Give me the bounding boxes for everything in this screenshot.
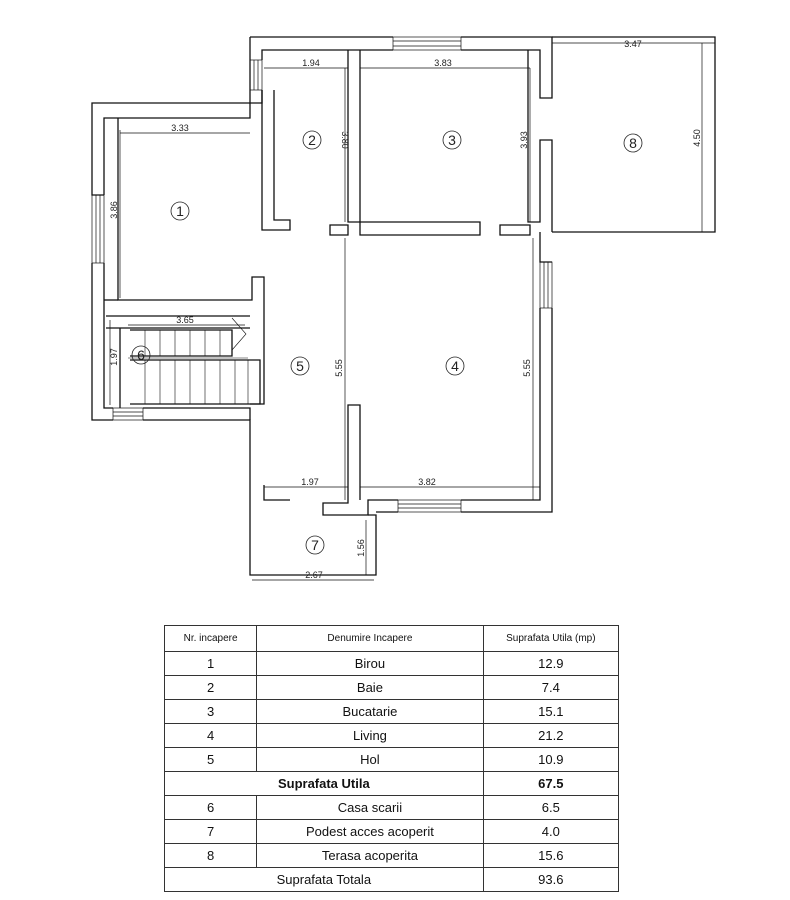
row-area: 6.5 [483,796,618,820]
header-nr: Nr. incapere [165,626,257,652]
subtotal-row [165,772,619,796]
row-area: 15.6 [483,844,618,868]
dim-r3-height: 3.93 [519,131,529,149]
dim-r7-width: 2.67 [305,570,323,580]
row-nr: 3 [165,700,257,724]
row-name: Birou [257,652,483,676]
dim-r5-height: 5.55 [334,359,344,377]
row-name: Hol [257,748,483,772]
row-nr: 1 [165,652,257,676]
row-nr: 6 [165,796,257,820]
stair-treads [128,318,248,404]
row-nr: 8 [165,844,257,868]
table-row [165,844,619,868]
row-area: 4.0 [483,820,618,844]
row-area: 10.9 [483,748,618,772]
room-number-2: 2 [308,132,316,148]
row-area: 7.4 [483,676,618,700]
room-number-7: 7 [311,537,319,553]
dim-r4-height: 5.55 [522,359,532,377]
total-area: 93.6 [483,868,618,892]
dim-r6-height: 1.97 [109,348,119,366]
room-number-5: 5 [296,358,304,374]
room-number-4: 4 [451,358,459,374]
subtotal-area: 67.5 [483,772,618,796]
dim-r3-width: 3.83 [434,58,452,68]
subtotal-label: Suprafata Utila [165,772,484,796]
table-row [165,676,619,700]
table-header-row [165,626,619,652]
row-name: Living [257,724,483,748]
room-number-3: 3 [448,132,456,148]
room-number-1: 1 [176,203,184,219]
room-number-8: 8 [629,135,637,151]
row-name: Baie [257,676,483,700]
header-area: Suprafata Utila (mp) [483,626,618,652]
room-number-6: 6 [137,347,145,363]
table-row [165,748,619,772]
dim-r5-width: 1.97 [301,477,319,487]
table-row [165,700,619,724]
area-table [164,625,619,892]
dim-r1-width: 3.33 [171,123,189,133]
dim-r1-height: 3.86 [109,201,119,219]
row-nr: 7 [165,820,257,844]
total-label: Suprafata Totala [165,868,484,892]
row-name: Terasa acoperita [257,844,483,868]
dim-r2-height: 3.80 [340,131,350,149]
dimension-lines [110,43,715,580]
header-name: Denumire Incapere [257,626,483,652]
row-nr: 2 [165,676,257,700]
row-name: Casa scarii [257,796,483,820]
dim-r6-width: 3.65 [176,315,194,325]
row-nr: 5 [165,748,257,772]
dim-r7-height: 1.56 [356,539,366,557]
windows [92,37,552,512]
row-name: Bucatarie [257,700,483,724]
dim-r4-width: 3.82 [418,477,436,487]
table-row [165,652,619,676]
room-markers [132,131,642,554]
dim-r8-height: 4.50 [692,129,702,147]
row-area: 21.2 [483,724,618,748]
row-nr: 4 [165,724,257,748]
dim-r2-width: 1.94 [302,58,320,68]
total-row [165,868,619,892]
row-area: 15.1 [483,700,618,724]
table-row [165,796,619,820]
walls [92,37,715,575]
dim-r8-width: 3.47 [624,39,642,49]
row-name: Podest acces acoperit [257,820,483,844]
table-row [165,820,619,844]
row-area: 12.9 [483,652,618,676]
table-row [165,724,619,748]
